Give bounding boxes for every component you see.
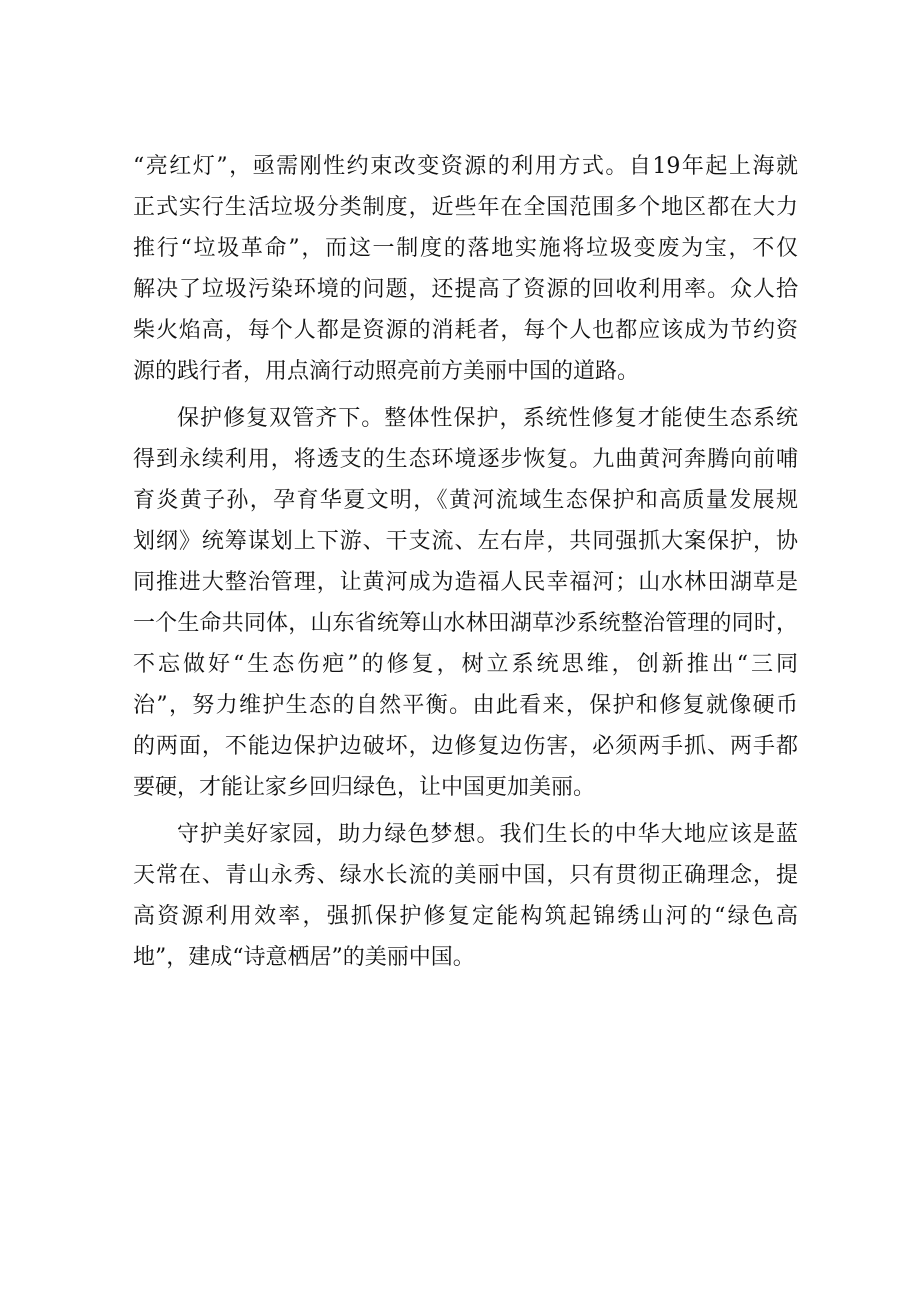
paragraph-waste-sorting bbox=[133, 146, 798, 392]
text-line: 要硬，才能让家乡回归绿色，让中国更加美丽。 bbox=[133, 775, 596, 800]
text-line: 天常在、青山永秀、绿水长流的美丽中国，只有贯彻正确理念，提 bbox=[133, 863, 798, 888]
text-line: 解决了垃圾污染环境的问题，还提高了资源的回收利用率。众人拾 bbox=[133, 277, 798, 302]
text-line: “亮红灯”，亟需刚性约束改变资源的利用方式。自19年起上海就 bbox=[133, 154, 798, 179]
text-line: 得到永续利用，将透支的生态环境逐步恢复。九曲黄河奔腾向前哺 bbox=[133, 447, 798, 472]
text-line: 一个生命共同体，山东省统筹山水林田湖草沙系统整治管理的同时， bbox=[133, 611, 798, 636]
text-line: 地”，建成“诗意栖居”的美丽中国。 bbox=[133, 945, 475, 970]
text-line: 育炎黄子孙，孕育华夏文明，《黄河流域生态保护和高质量发展规 bbox=[133, 488, 798, 513]
text-line: 不忘做好“生态伤疤”的修复，树立系统思维，创新推出“三同 bbox=[133, 652, 798, 677]
body-text bbox=[133, 146, 798, 984]
text-line: 保护修复双管齐下。整体性保护，系统性修复才能使生态系统 bbox=[177, 406, 798, 431]
text-line: 治”，努力维护生态的自然平衡。由此看来，保护和修复就像硬币 bbox=[133, 693, 798, 718]
text-line: 划纲》统筹谋划上下游、干支流、左右岸，共同强抓大案保护，协 bbox=[133, 529, 798, 554]
text-line: 源的践行者，用点滴行动照亮前方美丽中国的道路。 bbox=[133, 359, 640, 384]
text-line: 柴火焰高，每个人都是资源的消耗者，每个人也都应该成为节约资 bbox=[133, 318, 798, 343]
text-line: 推行“垃圾革命”，而这一制度的落地实施将垃圾变废为宝，不仅 bbox=[133, 236, 798, 261]
text-line: 的两面，不能边保护边破坏，边修复边伤害，必须两手抓、两手都 bbox=[133, 734, 798, 759]
paragraph-protection-restoration bbox=[133, 398, 798, 808]
text-line: 同推进大整治管理，让黄河成为造福人民幸福河；山水林田湖草是 bbox=[133, 570, 798, 595]
text-line: 守护美好家园，助力绿色梦想。我们生长的中华大地应该是蓝 bbox=[177, 822, 798, 847]
paragraph-green-dream bbox=[133, 814, 798, 978]
text-line: 正式实行生活垃圾分类制度，近些年在全国范围多个地区都在大力 bbox=[133, 195, 798, 220]
text-line: 高资源利用效率，强抓保护修复定能构筑起锦绣山河的“绿色高 bbox=[133, 904, 798, 929]
